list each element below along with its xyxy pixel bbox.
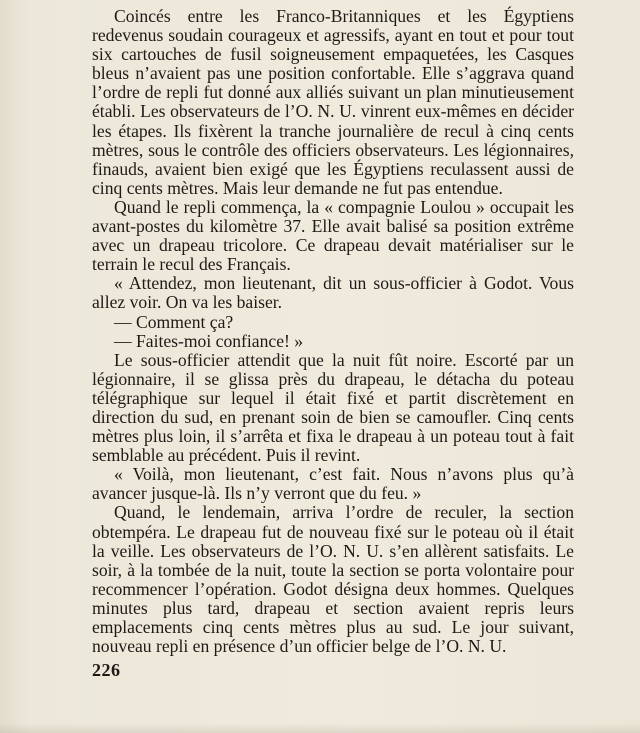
- body-text: [92, 7, 574, 656]
- paragraph: — Comment ça?: [114, 311, 234, 332]
- paragraph: Quand le repli commença, la « compagnie Loulou » occupait les avant-postes du kilomètre 37. Elle avait balisé sa position extrême avec un drapeau tricolore. Ce drapeau devait matérialiser sur le terrain le recul des Français.: [92, 196, 574, 275]
- paragraph: Le sous-officier attendit que la nuit fût noire. Escorté par un légionnaire, il se glissa près du drapeau, le détacha du poteau télégraphique sur lequel il était fixé et partit discrètement en direction du sud, en prenant soin de bien se camoufler. Cinq cents mètres plus loin, il s’arrêta et fixa le drapeau à un poteau tout à fait semblable au précédent. Puis il revint.: [92, 349, 574, 466]
- paragraph: Quand, le lendemain, arriva l’ordre de reculer, la section obtempéra. Le drapeau fut de nouveau fixé sur le poteau où il était la veille. Les observateurs de l’O. N. U. s’en allèrent satisfaits. Le soir, à la tombée de la nuit, toute la section se porta volontaire pour recommencer l’opération. Godot désigna deux hommes. Quelques minutes plus tard, drapeau et section avaient repris leurs emplacements cinq cents mètres plus au sud. Le jour suivant, nouveau repli en présence d’un officier belge de l’O. N. U.: [92, 502, 574, 657]
- paragraph: — Faites-moi confiance! »: [114, 330, 304, 351]
- paragraph: Coincés entre les Franco-Britanniques et les Égyptiens redevenus soudain courageux et agressifs, ayant en tout et pour tout six cartouches de fusil soigneusement empaquetées, les Casques bleus n’avaient pas une position confortable. Elle s’aggrava quand l’ordre de repli fut donné aux alliés suivant un plan minutieusement établi. Les observateurs de l’O. N. U. vinrent eux-mêmes en décider les étapes. Ils fixèrent la tranche journalière de recul à cinq cents mètres, sous le contrôle des officiers observateurs. Les légionnaires, finauds, avaient bien exigé que les Égyptiens reculassent aussi de cinq cents mètres. Mais leur demande ne fut pas entendue.: [92, 6, 574, 198]
- page-edge-shadow: [0, 723, 640, 733]
- page-number: 226: [92, 660, 121, 680]
- paragraph: « Attendez, mon lieutenant, dit un sous-officier à Godot. Vous allez voir. On va les baiser.: [92, 273, 574, 313]
- paragraph: « Voilà, mon lieutenant, c’est fait. Nous n’avons plus qu’à avancer jusque-là. Ils n’y verront que du feu. »: [92, 464, 574, 504]
